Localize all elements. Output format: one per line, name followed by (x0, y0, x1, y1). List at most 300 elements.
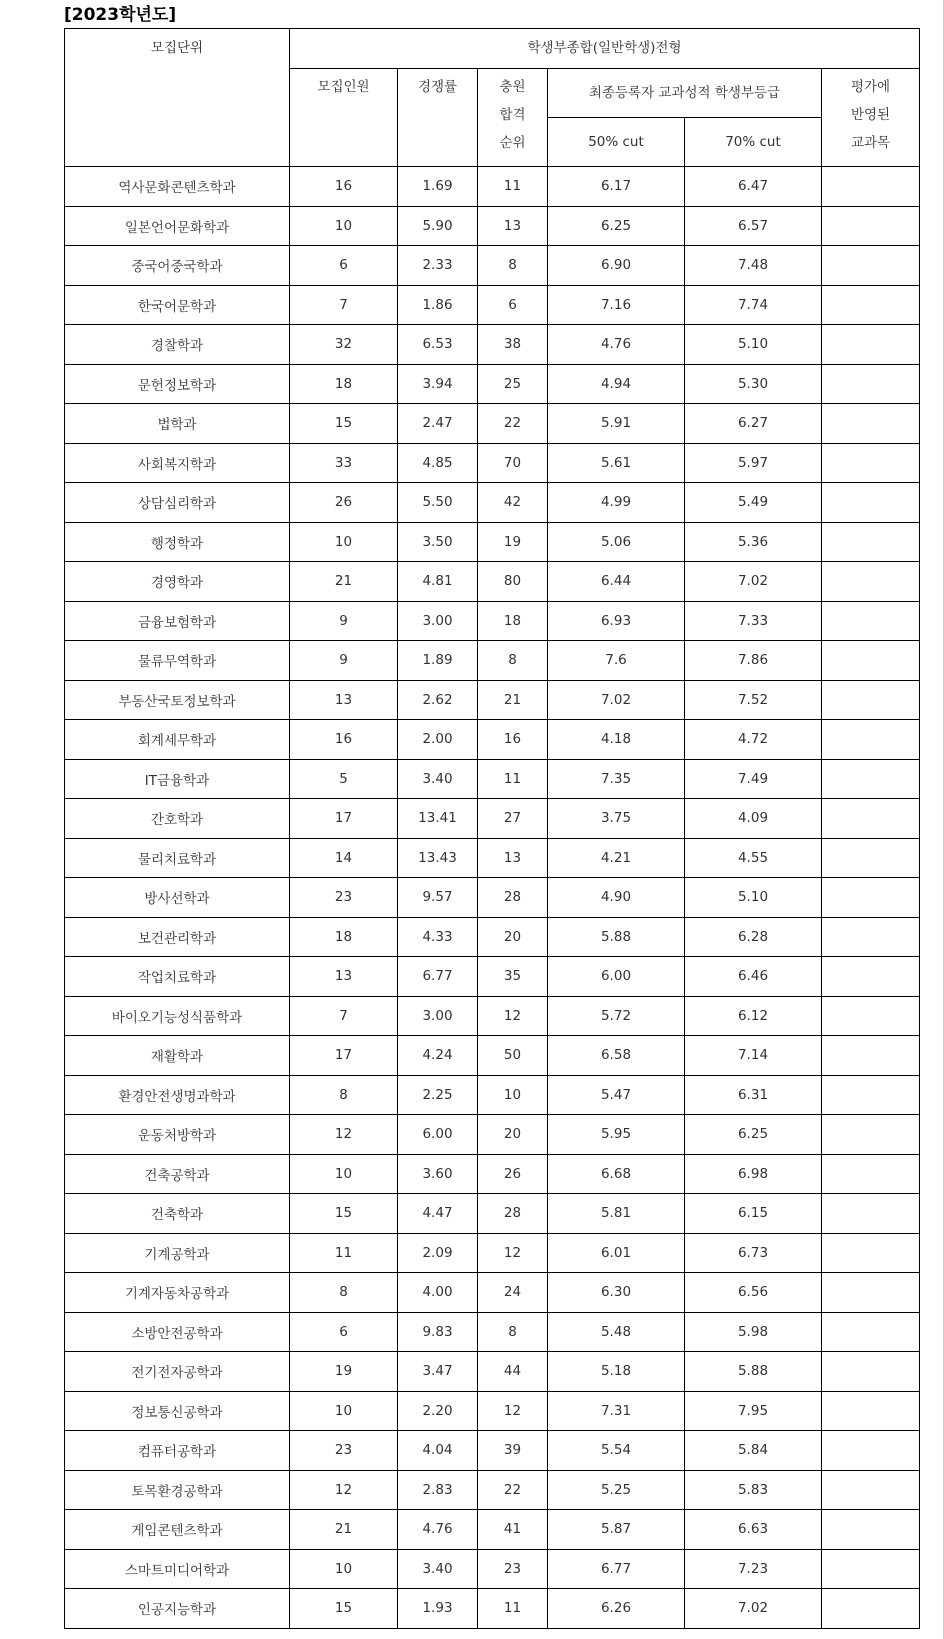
cell-quota: 14 (290, 838, 398, 878)
cell-competition: 13.43 (398, 838, 478, 878)
cell-cut70: 6.25 (685, 1115, 822, 1155)
cell-cut70: 5.10 (685, 325, 822, 365)
cell-cut70: 5.98 (685, 1312, 822, 1352)
cell-quota: 7 (290, 285, 398, 325)
cell-competition: 4.81 (398, 562, 478, 602)
header-unit: 모집단위 (65, 29, 290, 167)
cell-unit: 기계자동차공학과 (65, 1273, 290, 1313)
cell-waitlist: 70 (478, 443, 548, 483)
header-waitlist-line: 충원 (499, 79, 526, 95)
table-row (65, 917, 920, 957)
cell-cut70: 6.28 (685, 917, 822, 957)
cell-cut50: 7.6 (548, 641, 685, 681)
table-row (65, 206, 920, 246)
cell-waitlist: 12 (478, 996, 548, 1036)
cell-quota: 10 (290, 206, 398, 246)
cell-unit: IT금융학과 (65, 759, 290, 799)
cell-subjects (822, 917, 920, 957)
cell-competition: 3.94 (398, 364, 478, 404)
cell-cut70: 5.97 (685, 443, 822, 483)
cell-unit: 재활학과 (65, 1036, 290, 1076)
cell-competition: 4.04 (398, 1431, 478, 1471)
header-cut70: 70% cut (685, 118, 822, 167)
cell-subjects (822, 957, 920, 997)
table-row (65, 364, 920, 404)
cell-waitlist: 20 (478, 917, 548, 957)
header-cut50: 50% cut (548, 118, 685, 167)
header-waitlist-line: 합격 (499, 107, 526, 123)
table-row (65, 1036, 920, 1076)
cell-cut50: 6.58 (548, 1036, 685, 1076)
cell-subjects (822, 1431, 920, 1471)
cell-quota: 10 (290, 1154, 398, 1194)
cell-cut50: 7.35 (548, 759, 685, 799)
cell-unit: 스마트미디어학과 (65, 1549, 290, 1589)
cell-unit: 물류무역학과 (65, 641, 290, 681)
cell-quota: 26 (290, 483, 398, 523)
cell-cut50: 5.48 (548, 1312, 685, 1352)
header-subjects-line: 반영된 (850, 107, 891, 123)
cell-subjects (822, 996, 920, 1036)
cell-cut70: 6.56 (685, 1273, 822, 1313)
cell-competition: 2.00 (398, 720, 478, 760)
cell-unit: 건축학과 (65, 1194, 290, 1234)
cell-cut70: 7.74 (685, 285, 822, 325)
cell-cut70: 6.57 (685, 206, 822, 246)
cell-cut70: 6.46 (685, 957, 822, 997)
table-row (65, 1273, 920, 1313)
cell-unit: 상담심리학과 (65, 483, 290, 523)
cell-unit: 경영학과 (65, 562, 290, 602)
cell-cut70: 6.47 (685, 167, 822, 207)
cell-subjects (822, 483, 920, 523)
cell-quota: 10 (290, 1391, 398, 1431)
cell-competition: 13.41 (398, 799, 478, 839)
cell-unit: 바이오기능성식품학과 (65, 996, 290, 1036)
cell-subjects (822, 799, 920, 839)
cell-quota: 18 (290, 364, 398, 404)
cell-competition: 3.40 (398, 759, 478, 799)
cell-subjects (822, 838, 920, 878)
table-body (65, 167, 920, 1629)
cell-waitlist: 25 (478, 364, 548, 404)
cell-unit: 사회복지학과 (65, 443, 290, 483)
table-row (65, 443, 920, 483)
cell-quota: 23 (290, 1431, 398, 1471)
cell-unit: 물리치료학과 (65, 838, 290, 878)
cell-competition: 2.83 (398, 1470, 478, 1510)
cell-quota: 18 (290, 917, 398, 957)
cell-cut50: 6.01 (548, 1233, 685, 1273)
table-row (65, 957, 920, 997)
cell-waitlist: 18 (478, 601, 548, 641)
cell-subjects (822, 878, 920, 918)
table-row (65, 996, 920, 1036)
cell-competition: 2.25 (398, 1075, 478, 1115)
cell-waitlist: 23 (478, 1549, 548, 1589)
cell-quota: 15 (290, 1194, 398, 1234)
cell-cut50: 5.25 (548, 1470, 685, 1510)
cell-cut50: 4.76 (548, 325, 685, 365)
cell-cut70: 7.02 (685, 562, 822, 602)
table-row (65, 799, 920, 839)
cell-unit: 한국어문학과 (65, 285, 290, 325)
cell-quota: 17 (290, 799, 398, 839)
table-row (65, 483, 920, 523)
cell-subjects (822, 167, 920, 207)
cell-cut70: 7.14 (685, 1036, 822, 1076)
cell-waitlist: 22 (478, 404, 548, 444)
cell-unit: 문헌정보학과 (65, 364, 290, 404)
cell-competition: 3.00 (398, 601, 478, 641)
cell-competition: 4.76 (398, 1510, 478, 1550)
cell-subjects (822, 759, 920, 799)
table-row (65, 285, 920, 325)
cell-cut70: 6.63 (685, 1510, 822, 1550)
cell-competition: 3.50 (398, 522, 478, 562)
cell-waitlist: 11 (478, 759, 548, 799)
cell-waitlist: 10 (478, 1075, 548, 1115)
table-row (65, 562, 920, 602)
table-row (65, 1352, 920, 1392)
cell-cut50: 4.94 (548, 364, 685, 404)
cell-cut70: 6.98 (685, 1154, 822, 1194)
cell-subjects (822, 641, 920, 681)
cell-unit: 일본언어문화학과 (65, 206, 290, 246)
cell-cut50: 5.72 (548, 996, 685, 1036)
cell-cut70: 5.10 (685, 878, 822, 918)
cell-subjects (822, 1233, 920, 1273)
cell-competition: 2.47 (398, 404, 478, 444)
cell-competition: 6.77 (398, 957, 478, 997)
cell-cut50: 4.90 (548, 878, 685, 918)
cell-unit: 행정학과 (65, 522, 290, 562)
cell-waitlist: 28 (478, 1194, 548, 1234)
cell-cut70: 7.49 (685, 759, 822, 799)
cell-quota: 9 (290, 601, 398, 641)
cell-cut70: 6.12 (685, 996, 822, 1036)
header-subjects-line: 교과목 (850, 135, 891, 151)
table-row (65, 167, 920, 207)
cell-competition: 1.89 (398, 641, 478, 681)
cell-subjects (822, 1273, 920, 1313)
cell-unit: 인공지능학과 (65, 1589, 290, 1629)
table-row (65, 1154, 920, 1194)
cell-subjects (822, 1194, 920, 1234)
cell-subjects (822, 1391, 920, 1431)
cell-cut70: 4.09 (685, 799, 822, 839)
cell-unit: 회계세무학과 (65, 720, 290, 760)
cell-competition: 1.69 (398, 167, 478, 207)
cell-competition: 5.90 (398, 206, 478, 246)
cell-unit: 환경안전생명과학과 (65, 1075, 290, 1115)
header-quota: 모집인원 (290, 69, 398, 167)
cell-quota: 7 (290, 996, 398, 1036)
cell-competition: 5.50 (398, 483, 478, 523)
cell-quota: 15 (290, 1589, 398, 1629)
cell-cut50: 6.77 (548, 1549, 685, 1589)
cell-unit: 토목환경공학과 (65, 1470, 290, 1510)
cell-quota: 5 (290, 759, 398, 799)
cell-competition: 6.00 (398, 1115, 478, 1155)
cell-unit: 보건관리학과 (65, 917, 290, 957)
cell-waitlist: 16 (478, 720, 548, 760)
cell-waitlist: 21 (478, 680, 548, 720)
cell-cut70: 7.02 (685, 1589, 822, 1629)
table-row (65, 1391, 920, 1431)
cell-subjects (822, 1154, 920, 1194)
cell-cut70: 5.83 (685, 1470, 822, 1510)
cell-unit: 방사선학과 (65, 878, 290, 918)
cell-cut50: 5.61 (548, 443, 685, 483)
cell-competition: 2.62 (398, 680, 478, 720)
cell-competition: 4.33 (398, 917, 478, 957)
cell-quota: 13 (290, 680, 398, 720)
cell-quota: 33 (290, 443, 398, 483)
cell-competition: 3.00 (398, 996, 478, 1036)
cell-competition: 1.93 (398, 1589, 478, 1629)
cell-competition: 9.57 (398, 878, 478, 918)
cell-quota: 8 (290, 1273, 398, 1313)
cell-subjects (822, 601, 920, 641)
table-row (65, 601, 920, 641)
table-header (65, 29, 920, 167)
cell-competition: 4.47 (398, 1194, 478, 1234)
cell-waitlist: 42 (478, 483, 548, 523)
table-row (65, 1431, 920, 1471)
cell-competition: 4.24 (398, 1036, 478, 1076)
cell-waitlist: 19 (478, 522, 548, 562)
cell-waitlist: 13 (478, 838, 548, 878)
table-row (65, 838, 920, 878)
cell-quota: 32 (290, 325, 398, 365)
cell-quota: 12 (290, 1115, 398, 1155)
cell-unit: 중국어중국학과 (65, 246, 290, 286)
cell-cut50: 5.87 (548, 1510, 685, 1550)
header-subjects (822, 69, 920, 167)
cell-unit: 경찰학과 (65, 325, 290, 365)
cell-cut70: 7.23 (685, 1549, 822, 1589)
cell-quota: 21 (290, 562, 398, 602)
table-row (65, 1510, 920, 1550)
cell-competition: 1.86 (398, 285, 478, 325)
cell-quota: 9 (290, 641, 398, 681)
cell-quota: 23 (290, 878, 398, 918)
table-row (65, 1549, 920, 1589)
cell-quota: 19 (290, 1352, 398, 1392)
cell-waitlist: 11 (478, 1589, 548, 1629)
table-row (65, 680, 920, 720)
cell-quota: 16 (290, 720, 398, 760)
cell-subjects (822, 1352, 920, 1392)
cell-quota: 10 (290, 522, 398, 562)
cell-unit: 정보통신공학과 (65, 1391, 290, 1431)
cell-quota: 17 (290, 1036, 398, 1076)
cell-unit: 건축공학과 (65, 1154, 290, 1194)
cell-waitlist: 26 (478, 1154, 548, 1194)
cell-waitlist: 6 (478, 285, 548, 325)
cell-cut70: 7.52 (685, 680, 822, 720)
cell-unit: 간호학과 (65, 799, 290, 839)
table-row (65, 1589, 920, 1629)
header-subjects-line: 평가에 (850, 79, 891, 95)
cell-quota: 11 (290, 1233, 398, 1273)
admissions-table (64, 28, 920, 1629)
cell-subjects (822, 246, 920, 286)
cell-cut70: 5.36 (685, 522, 822, 562)
table-row (65, 641, 920, 681)
table-row (65, 522, 920, 562)
cell-waitlist: 24 (478, 1273, 548, 1313)
table-row (65, 1075, 920, 1115)
cell-cut70: 4.55 (685, 838, 822, 878)
cell-subjects (822, 720, 920, 760)
cell-cut70: 5.88 (685, 1352, 822, 1392)
cell-cut70: 5.49 (685, 483, 822, 523)
cell-cut50: 6.26 (548, 1589, 685, 1629)
cell-waitlist: 22 (478, 1470, 548, 1510)
cell-cut70: 6.31 (685, 1075, 822, 1115)
cell-cut50: 5.47 (548, 1075, 685, 1115)
cell-competition: 3.40 (398, 1549, 478, 1589)
cell-subjects (822, 1036, 920, 1076)
cell-cut50: 4.99 (548, 483, 685, 523)
cell-competition: 2.20 (398, 1391, 478, 1431)
header-competition: 경쟁률 (398, 69, 478, 167)
cell-quota: 21 (290, 1510, 398, 1550)
cell-cut50: 7.16 (548, 285, 685, 325)
cell-unit: 금융보험학과 (65, 601, 290, 641)
cell-subjects (822, 1470, 920, 1510)
cell-unit: 작업치료학과 (65, 957, 290, 997)
cell-cut50: 5.95 (548, 1115, 685, 1155)
cell-unit: 기계공학과 (65, 1233, 290, 1273)
cell-waitlist: 13 (478, 206, 548, 246)
cell-unit: 운동처방학과 (65, 1115, 290, 1155)
page-title: [2023학년도] (64, 5, 177, 25)
cell-cut50: 6.68 (548, 1154, 685, 1194)
cell-cut50: 6.30 (548, 1273, 685, 1313)
cell-subjects (822, 1075, 920, 1115)
cell-unit: 게임콘텐츠학과 (65, 1510, 290, 1550)
table-row (65, 759, 920, 799)
table-row (65, 1470, 920, 1510)
cell-cut50: 5.18 (548, 1352, 685, 1392)
cell-subjects (822, 1115, 920, 1155)
header-waitlist-line: 순위 (499, 135, 526, 151)
cell-subjects (822, 522, 920, 562)
cell-cut70: 7.95 (685, 1391, 822, 1431)
cell-cut70: 4.72 (685, 720, 822, 760)
cell-cut50: 4.21 (548, 838, 685, 878)
cell-subjects (822, 443, 920, 483)
table-row (65, 246, 920, 286)
cell-quota: 6 (290, 1312, 398, 1352)
header-grade-group: 최종등록자 교과성적 학생부등급 (548, 69, 822, 118)
cell-quota: 10 (290, 1549, 398, 1589)
table-row (65, 720, 920, 760)
cell-cut50: 6.00 (548, 957, 685, 997)
cell-waitlist: 50 (478, 1036, 548, 1076)
cell-waitlist: 8 (478, 246, 548, 286)
cell-subjects (822, 1510, 920, 1550)
cell-waitlist: 8 (478, 1312, 548, 1352)
cell-cut50: 6.17 (548, 167, 685, 207)
cell-subjects (822, 285, 920, 325)
cell-waitlist: 12 (478, 1233, 548, 1273)
cell-quota: 13 (290, 957, 398, 997)
cell-competition: 2.33 (398, 246, 478, 286)
cell-quota: 6 (290, 246, 398, 286)
cell-subjects (822, 1589, 920, 1629)
cell-subjects (822, 680, 920, 720)
cell-cut50: 6.93 (548, 601, 685, 641)
cell-unit: 법학과 (65, 404, 290, 444)
cell-cut50: 5.81 (548, 1194, 685, 1234)
cell-waitlist: 44 (478, 1352, 548, 1392)
cell-quota: 8 (290, 1075, 398, 1115)
header-track: 학생부종합(일반학생)전형 (290, 29, 920, 69)
cell-competition: 4.85 (398, 443, 478, 483)
cell-cut50: 3.75 (548, 799, 685, 839)
cell-waitlist: 20 (478, 1115, 548, 1155)
cell-cut50: 5.88 (548, 917, 685, 957)
cell-competition: 9.83 (398, 1312, 478, 1352)
cell-subjects (822, 325, 920, 365)
table-row (65, 404, 920, 444)
cell-cut50: 5.91 (548, 404, 685, 444)
cell-waitlist: 38 (478, 325, 548, 365)
cell-competition: 3.47 (398, 1352, 478, 1392)
cell-unit: 소방안전공학과 (65, 1312, 290, 1352)
cell-quota: 12 (290, 1470, 398, 1510)
cell-competition: 2.09 (398, 1233, 478, 1273)
table-row (65, 1233, 920, 1273)
cell-waitlist: 41 (478, 1510, 548, 1550)
cell-cut70: 7.48 (685, 246, 822, 286)
cell-waitlist: 8 (478, 641, 548, 681)
cell-cut70: 5.84 (685, 1431, 822, 1471)
cell-competition: 4.00 (398, 1273, 478, 1313)
cell-subjects (822, 206, 920, 246)
cell-cut50: 4.18 (548, 720, 685, 760)
table-row (65, 1194, 920, 1234)
cell-cut70: 7.33 (685, 601, 822, 641)
cell-cut70: 6.73 (685, 1233, 822, 1273)
cell-cut50: 6.44 (548, 562, 685, 602)
cell-unit: 역사문화콘텐츠학과 (65, 167, 290, 207)
cell-cut50: 5.06 (548, 522, 685, 562)
cell-cut50: 6.90 (548, 246, 685, 286)
cell-competition: 3.60 (398, 1154, 478, 1194)
cell-waitlist: 35 (478, 957, 548, 997)
cell-waitlist: 28 (478, 878, 548, 918)
cell-waitlist: 27 (478, 799, 548, 839)
cell-cut50: 5.54 (548, 1431, 685, 1471)
cell-subjects (822, 1312, 920, 1352)
cell-cut50: 6.25 (548, 206, 685, 246)
cell-waitlist: 80 (478, 562, 548, 602)
cell-cut70: 6.15 (685, 1194, 822, 1234)
table-row (65, 878, 920, 918)
cell-subjects (822, 1549, 920, 1589)
cell-cut50: 7.02 (548, 680, 685, 720)
cell-competition: 6.53 (398, 325, 478, 365)
cell-cut50: 7.31 (548, 1391, 685, 1431)
cell-subjects (822, 404, 920, 444)
cell-quota: 15 (290, 404, 398, 444)
header-waitlist (478, 69, 548, 167)
